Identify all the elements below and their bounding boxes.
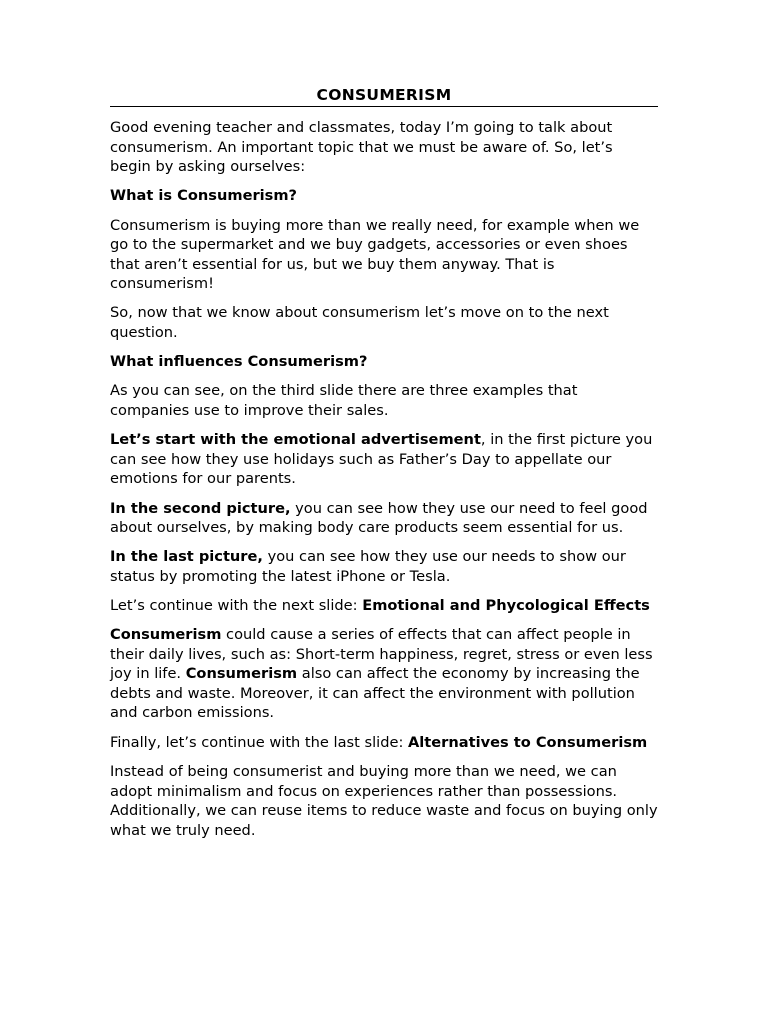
heading-what-is-text: What is Consumerism? [110, 187, 298, 205]
second-picture-text: you can see how they use our need to feel good about ourselves, by making body care products seem essential for us. [110, 499, 648, 537]
next-slide-paragraph [110, 596, 658, 616]
last-picture-text: you can see how they use our needs to show our status by promoting the latest iPhone or Tesla. [110, 548, 626, 585]
last-slide-bold: Alternatives to Consumerism [408, 733, 648, 751]
definition-paragraph: Consumerism is buying more than we really need, for example when we go to the supermarket and we buy gadgets, accessories or even shoes that aren’t essential for us, but we buy them anyway. That is consumerism! [110, 216, 640, 293]
next-slide-text: Let’s continue with the next slide: [110, 597, 363, 615]
conclusion-paragraph: Instead of being consumerist and buying more than we need, we can adopt minimalism and focus on experiences rather than possessions. Additionally, we can reuse items to reduce waste and focus on buying only what we truly need. [110, 763, 658, 839]
transition-paragraph: So, now that we know about consumerism let’s move on to the next question. [110, 304, 609, 341]
effects-text-2: also can affect the economy by increasing the debts and waste. Moreover, it can affect the environment with pollution and carbon emissions. [110, 665, 640, 722]
intro-paragraph: Good evening teacher and classmates, today I’m going to talk about consumerism. An important topic that we must be aware of. So, let’s begin by asking ourselves: [110, 119, 613, 175]
emotional-ad-text: , in the first picture you can see how they use holidays such as Father’s Day to appellate our emotions for our parents. [110, 431, 653, 488]
third-slide-paragraph: As you can see, on the third slide there are three examples that companies use to improve their sales. [110, 382, 578, 419]
heading-what-is-consumerism [110, 186, 658, 206]
effects-paragraph [110, 625, 658, 723]
emotional-ad-paragraph [110, 430, 658, 489]
heading-influences [110, 352, 658, 372]
last-picture-paragraph [110, 547, 658, 586]
last-slide-text: Finally, let’s continue with the last slide: [110, 733, 408, 751]
effects-text-1: could cause a series of effects that can affect people in their daily lives, such as: Short-term happiness, regret, stress or even less joy in life. [110, 626, 653, 683]
second-picture-paragraph [110, 499, 658, 538]
heading-influences-text: What influences Consumerism? [110, 353, 368, 371]
effects-bold-2: Consumerism [185, 665, 298, 683]
last-slide-paragraph [110, 733, 658, 753]
effects-bold-1: Consumerism [110, 626, 222, 644]
last-picture-bold: In the last picture, [110, 548, 263, 566]
second-picture-bold: In the second picture, [110, 499, 291, 517]
emotional-ad-bold: Let’s start with the emotional advertisement [110, 431, 481, 449]
document-page [110, 86, 658, 850]
next-slide-bold: Emotional and Phycological Effects [362, 597, 650, 615]
document-title: CONSUMERISM [110, 86, 658, 107]
